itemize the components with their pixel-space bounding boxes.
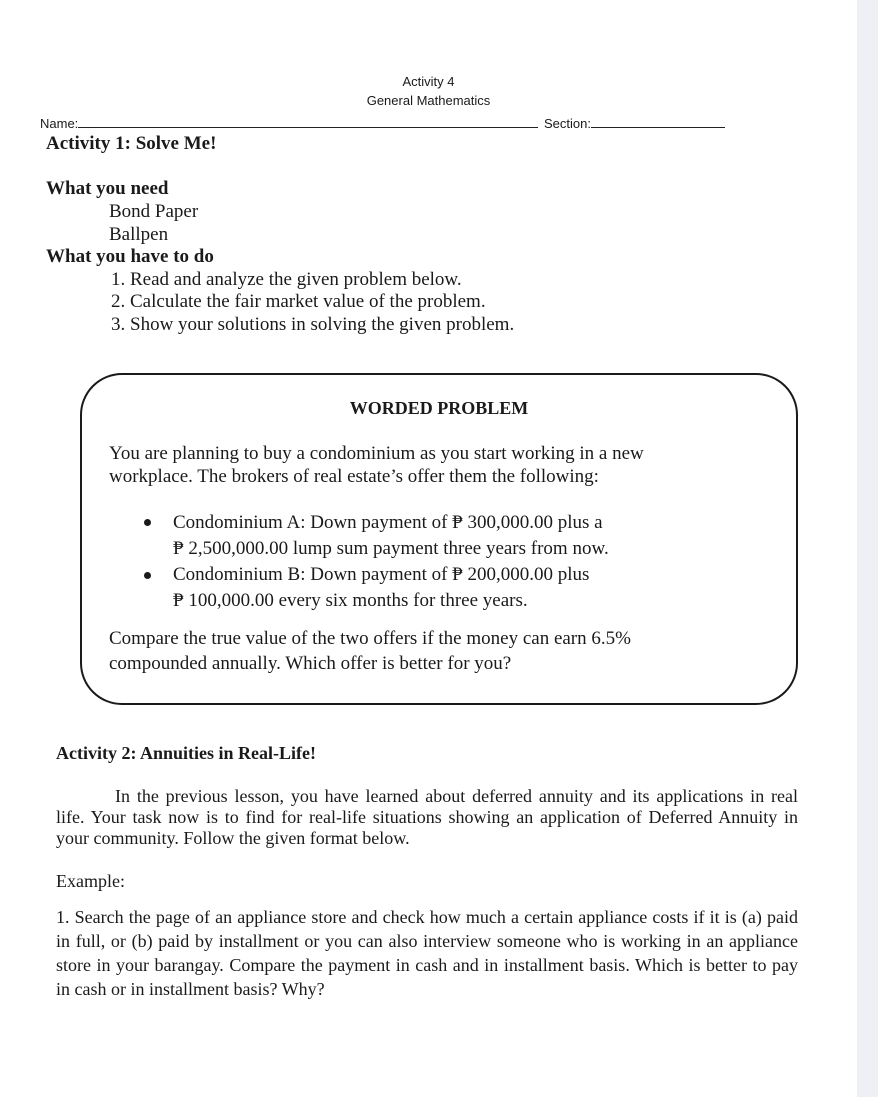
problem-question-line: Compare the true value of the two offers if the money can earn 6.5%: [109, 628, 631, 649]
option-a-line2: ₱ 2,500,000.00 lump sum payment three years from now.: [173, 538, 609, 559]
example-text: 1. Search the page of an appliance store and check how much a certain appliance costs if it is (a) paid in full, or (b) paid by installment or you can also interview someone who is working in an appliance store in your barangay. Compare the payment in cash and in installment basis. Which is better to pay in cash or in installment basis? Why?: [56, 907, 798, 999]
option-b-line2: ₱ 100,000.00 every six months for three years.: [173, 590, 528, 611]
section-field: [544, 113, 725, 131]
worded-problem-heading: WORDED PROBLEM: [349, 398, 529, 418]
activity2-title: Activity 2: Annuities in Real-Life!: [56, 743, 316, 763]
subject-title: General Mathematics: [366, 93, 491, 108]
step-item: 1. Read and analyze the given problem below.: [111, 269, 462, 290]
what-to-do-heading: What you have to do: [46, 246, 214, 267]
step-item: 2. Calculate the fair market value of the problem.: [111, 291, 486, 312]
activity2-paragraph: In the previous lesson, you have learned about deferred annuity and its applications in real life. Your task now is to find for real-life situations showing an application of Deferred Annuity in your community. Follow the given format below.: [56, 786, 798, 848]
problem-intro-line: You are planning to buy a condominium as you start working in a new: [109, 443, 644, 464]
step-item: 3. Show your solutions in solving the given problem.: [111, 314, 515, 335]
name-field: [40, 113, 538, 131]
section-label: Section:: [544, 116, 591, 131]
problem-question-line: compounded annually. Which offer is better for you?: [109, 653, 512, 674]
need-item: Bond Paper: [109, 201, 199, 222]
activity-number: Activity 4: [402, 74, 455, 89]
section-blank: [591, 113, 725, 128]
problem-intro-line: workplace. The brokers of real estate’s offer them the following:: [109, 466, 599, 487]
example-label: Example:: [56, 871, 125, 891]
what-you-need-heading: What you need: [46, 178, 169, 199]
need-item: Ballpen: [109, 224, 169, 245]
name-label: Name:: [40, 116, 79, 131]
name-blank: [78, 113, 538, 128]
option-b-line1: Condominium B: Down payment of ₱ 200,000.00 plus: [173, 564, 590, 585]
viewer-side-strip: [857, 0, 878, 1097]
activity1-title: Activity 1: Solve Me!: [46, 133, 217, 154]
bullet-icon: [144, 519, 151, 526]
bullet-icon: [144, 572, 151, 579]
option-a-line1: Condominium A: Down payment of ₱ 300,000.00 plus a: [173, 512, 603, 533]
